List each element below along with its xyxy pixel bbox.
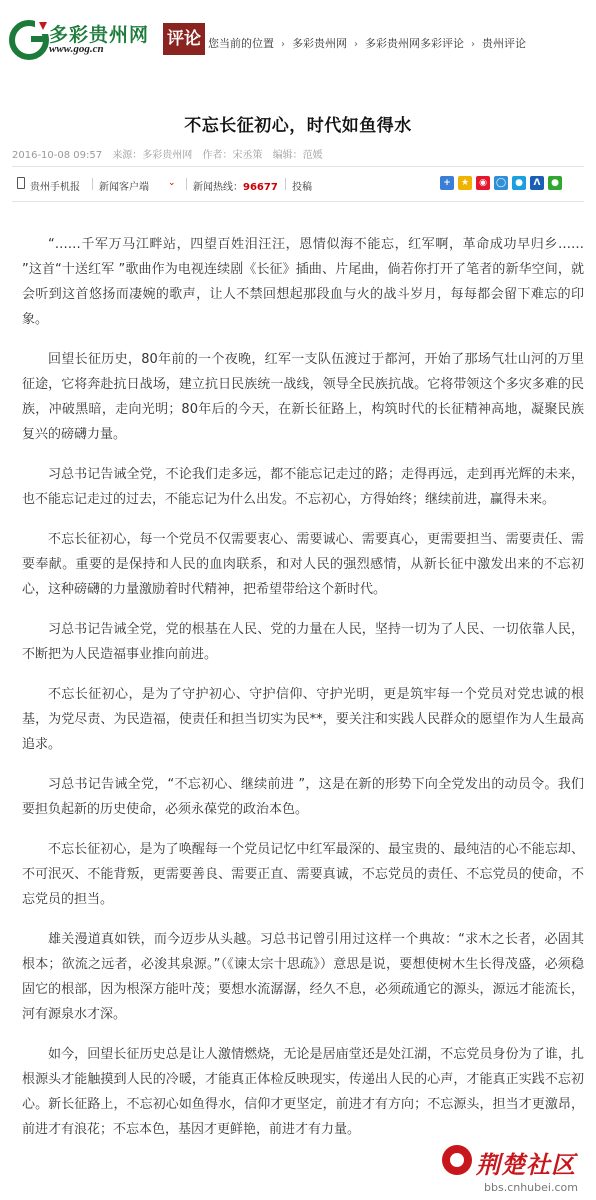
logo-badge: 评论	[163, 23, 205, 55]
article-title: 不忘长征初心，时代如鱼得水	[184, 116, 412, 137]
site-header	[0, 0, 596, 62]
share-qzone-icon[interactable]: ★	[458, 176, 472, 190]
article-paragraph: 不忘长征初心，是为了唤醒每一个党员记忆中红军最深的、最宝贵的、最纯洁的心不能忘却、不可泯灭、不能背叛，更需要善良、需要正直、需要真诚，不忘党员的责任、不忘党员的使命，不忘党员的担当。	[22, 842, 584, 907]
hotline-number: 96677	[243, 182, 278, 193]
share-tencent-weibo-icon[interactable]: ◯	[495, 178, 507, 188]
breadcrumb-link-home[interactable]: 多彩贵州网	[292, 37, 347, 50]
article-paragraph: 雄关漫道真如铁，而今迈步从头越。习总书记曾引用过这样一个典故：“求木之长者，必固其根本；欲流之远者，必浚其泉源。”（《谏太宗十思疏》）意思是说，要想使树木生长得茂盛，必须稳固它的根部，因为根深方能叶茂；要想水流潺潺，经久不息，必须疏通它的源头，源远才能流长，河有源泉水才深。	[22, 932, 584, 1022]
mobile-news-link[interactable]: 贵州手机报	[30, 182, 80, 193]
publish-datetime: 2016-10-08 09:57	[12, 150, 103, 161]
watermark	[438, 1143, 596, 1200]
hotline-label: 新闻热线：	[193, 182, 243, 193]
article-editor: 编辑：范媛	[272, 150, 323, 161]
logo-name: 多彩贵州网	[49, 24, 150, 46]
breadcrumb	[208, 35, 526, 51]
watermark-logo-icon	[442, 1145, 472, 1175]
article-paragraph: 回望长征历史，80年前的一个夜晚，红军一支队伍渡过于都河，开始了那场气壮山河的万里征途，它将奔赴抗日战场，建立抗日民族统一战线，领导全民族抗战。它将带领这个多灾多难的民族，冲破黑暗，走向光明；80年后的今天，在新长征路上，构筑时代的长征精神高地，凝聚民族复兴的磅礴力量。	[22, 352, 584, 442]
breadcrumb-link-comment[interactable]: 多彩贵州网多彩评论	[365, 37, 464, 50]
chevron-down-icon[interactable]: ⌄	[168, 178, 176, 188]
breadcrumb-link-guizhou-comment[interactable]: 贵州评论	[482, 37, 526, 50]
article-body	[22, 232, 584, 1157]
article-author: 作者：宋丞策	[202, 150, 263, 161]
article-paragraph: 不忘长征初心，每一个党员不仅需要衷心、需要诚心、需要真心，更需要担当、需要责任、需要奉献。重要的是保持和人民的血肉联系，和对人民的强烈感情，从新长征中激发出来的不忘初心，这种磅礴的力量激励着时代精神，把希望带给这个新时代。	[22, 532, 584, 597]
article-paragraph: 习总书记告诫全党，党的根基在人民、党的力量在人民，坚持一切为了人民、一切依靠人民，不断把为人民造福事业推向前进。	[22, 622, 584, 662]
chevron-right-icon: ›	[471, 39, 475, 50]
logo-g-icon	[9, 18, 53, 62]
chevron-right-icon: ›	[281, 39, 285, 50]
article-paragraph: “……千军万马江畔站，四望百姓泪汪汪，恩情似海不能忘，红军啊，革命成功早归乡…… ”这首“十送红军 ”歌曲作为电视连续剧《长征》插曲、片尾曲，倘若你打开了笔者的新华空间，就会听到这首悠扬而凄婉的歌声，让人不禁回想起那段血与火的战斗岁月，每每都会留下难忘的印象。	[22, 237, 584, 327]
article-source: 来源：多彩贵州网	[112, 150, 193, 161]
site-logo[interactable]	[9, 18, 207, 62]
watermark-text: 荆楚社区	[476, 1151, 576, 1179]
article-paragraph: 习总书记告诫全党，“不忘初心、继续前进 ”，这是在新的形势下向全党发出的动员令。我们要担负起新的历史使命，必须永葆党的政治本色。	[22, 777, 584, 817]
watermark-url: bbs.cnhubei.com	[484, 1181, 578, 1194]
share-bar	[440, 176, 566, 192]
divider	[92, 178, 93, 190]
hotline	[193, 178, 278, 193]
divider	[285, 178, 286, 190]
news-client-link[interactable]: 新闻客户端	[99, 182, 149, 193]
share-weibo-icon[interactable]: ◉	[476, 176, 490, 190]
breadcrumb-label: 您当前的位置	[208, 37, 274, 50]
logo-url: www.gog.cn	[49, 43, 104, 55]
divider	[186, 178, 187, 190]
chevron-right-icon: ›	[354, 39, 358, 50]
article-toolbar	[12, 166, 584, 202]
share-wechat-icon[interactable]: ●	[548, 176, 562, 190]
article-paragraph: 习总书记告诫全党，不论我们走多远，都不能忘记走过的路；走得再远，走到再光辉的未来，也不能忘记走过的过去，不能忘记为什么出发。不忘初心，方得始终；继续前进，赢得未来。	[22, 467, 584, 507]
article-meta	[12, 146, 330, 161]
submit-link[interactable]: 投稿	[292, 182, 312, 193]
article-paragraph: 如今，回望长征历史总是让人激情燃烧，无论是居庙堂还是处江湖，不忘党员身份为了谁，扎根源头才能触摸到人民的冷暖，才能真正体检反映现实，传递出人民的心声，才能真正实践不忘初心。新长征路上，不忘初心如鱼得水，信仰才更坚定，前进才有方向；不忘源头，担当才更激昂，前进才有浪花；不忘本色，基因才更鲜艳，前进才有力量。	[22, 1047, 584, 1137]
share-qq-icon[interactable]: ●	[512, 176, 526, 190]
share-renren-icon[interactable]: Λ	[530, 176, 544, 190]
phone-icon	[17, 177, 25, 189]
share-plus-icon[interactable]: +	[440, 176, 454, 190]
article-paragraph: 不忘长征初心，是为了守护初心、守护信仰、守护光明，更是筑牢每一个党员对党忠诚的根基，为党尽责、为民造福，使责任和担当切实为民**，要关注和实践人民群众的愿望作为人生最高追求。	[22, 687, 584, 752]
